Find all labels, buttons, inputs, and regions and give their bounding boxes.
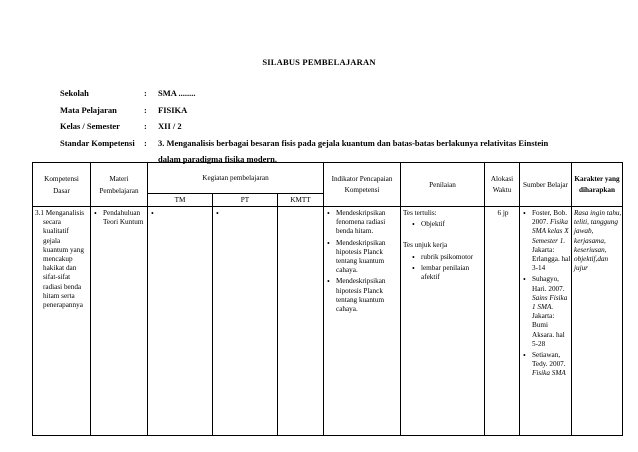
syllabus-table (32, 162, 623, 436)
sumber-title: Sains Fisika 1 SMA. (532, 293, 568, 312)
kompetensi-line: hitam serta (43, 291, 75, 300)
colon: : (144, 88, 147, 98)
sekolah-label: Sekolah (60, 88, 89, 98)
sumber-author: Setiawan, Tedy. 2007. (532, 351, 566, 369)
cell-alokasi (485, 207, 520, 436)
penilaian-tes-unjuk: Tes unjuk kerja (403, 241, 448, 250)
header-kmtt: KMTT (278, 194, 324, 207)
kelas-label: Kelas / Semester (60, 121, 120, 131)
sk-value-continued: dalam paradigma fisika modern. (158, 154, 278, 164)
kompetensi-rest (33, 218, 90, 310)
header-tm: TM (148, 194, 213, 207)
penilaian-item: • lembar penilaian afektif (421, 264, 484, 282)
cell-pt (213, 207, 278, 436)
cell-sumber (520, 207, 572, 436)
sumber-title: Fisika SMA kelas X Semester 1. (532, 218, 569, 245)
sumber-item (532, 351, 571, 379)
sekolah-value: SMA ........ (158, 88, 196, 98)
header-kegiatan: Kegiatan pembelajaran (148, 163, 324, 194)
sumber-publisher: Jakarta: Erlangga. hal 3-14 (532, 245, 571, 273)
kompetensi-line: penerapannya (43, 301, 83, 310)
header-penilaian: Penilaian (401, 163, 485, 207)
identity-block (60, 85, 548, 168)
header-karakter: Karakter yang diharapkan (572, 163, 623, 207)
cell-tm (148, 207, 213, 436)
sumber-item (532, 209, 571, 273)
kompetensi-line: gejala (43, 236, 61, 245)
penilaian-objektif: • Objektif (421, 220, 484, 229)
sumber-title: Fisika SMA (532, 369, 566, 378)
sumber-publisher: Jakarta: Bumi Aksara. hal 5-28 (532, 312, 565, 348)
header-alokasi: Alokasi Waktu (485, 163, 520, 207)
mapel-value: FISIKA (158, 104, 188, 115)
colon: : (144, 104, 147, 115)
header-materi: Materi Pembelajaran (91, 163, 148, 207)
kompetensi-head: 3.1 Menganalisis (35, 209, 85, 217)
penilaian-item: • rubrik psikomotor (421, 253, 484, 262)
indikator-item: • Mendeskripsikan hipotesis Planck tentang kuantum cahaya. (336, 277, 400, 314)
cell-karakter (572, 207, 623, 436)
mapel-label: Mata Pelajaran (60, 104, 117, 115)
kelas-value: XII / 2 (158, 121, 182, 131)
header-sumber: Sumber Belajar (520, 163, 572, 207)
kompetensi-line: mencakup (43, 255, 73, 264)
sumber-author: Suhagyo, Hari. 2007. (532, 275, 565, 293)
sk-value: 3. Menganalisis berbagai besaran fisis pada gejala kuantum dan batas-batas berlakunya relativitas Einstein (158, 137, 549, 148)
kompetensi-line: hakikat dan (43, 264, 77, 273)
page-title: SILABUS PEMBELAJARAN (262, 57, 376, 67)
cell-kmtt (278, 207, 324, 436)
colon: : (144, 121, 147, 131)
cell-penilaian (401, 207, 485, 436)
indikator-item: • Mendeskripsikan fenomena radiasi benda hitam. (336, 209, 400, 237)
karakter-value: Rasa ingin tahu, teliti, tanggung jawab, kerjasama, keseriusan, objektif,dan jujur (574, 209, 622, 273)
sumber-author: Foster, Bob. 2007. (532, 209, 568, 227)
penilaian-tes-tertulis: Tes tertulis: (403, 209, 437, 217)
indikator-item: • Mendeskripsikan hipotesis Planck tentang kuantum cahaya. (336, 239, 400, 276)
materi-item: • Pendahuluan Teori Kuntum (103, 209, 147, 227)
kompetensi-line: sifat-sifat (43, 273, 71, 282)
cell-indikator (324, 207, 401, 436)
kompetensi-line: kuantum yang (43, 245, 84, 254)
kompetensi-line: secara (43, 218, 61, 227)
header-pt: PT (213, 194, 278, 207)
cell-materi (91, 207, 148, 436)
header-indikator: Indikator Pencapaian Kompetensi (324, 163, 401, 207)
kompetensi-line: kualitatif (43, 227, 69, 236)
cell-kompetensi (33, 207, 91, 436)
sumber-item (532, 275, 571, 349)
header-kompetensi: Kompetensi Dasar (33, 163, 91, 207)
sk-label: Standar Kompetensi (60, 137, 135, 148)
alokasi-value: 6 jp (497, 209, 509, 217)
kompetensi-line: radiasi benda (43, 282, 82, 291)
colon: : (144, 137, 147, 148)
